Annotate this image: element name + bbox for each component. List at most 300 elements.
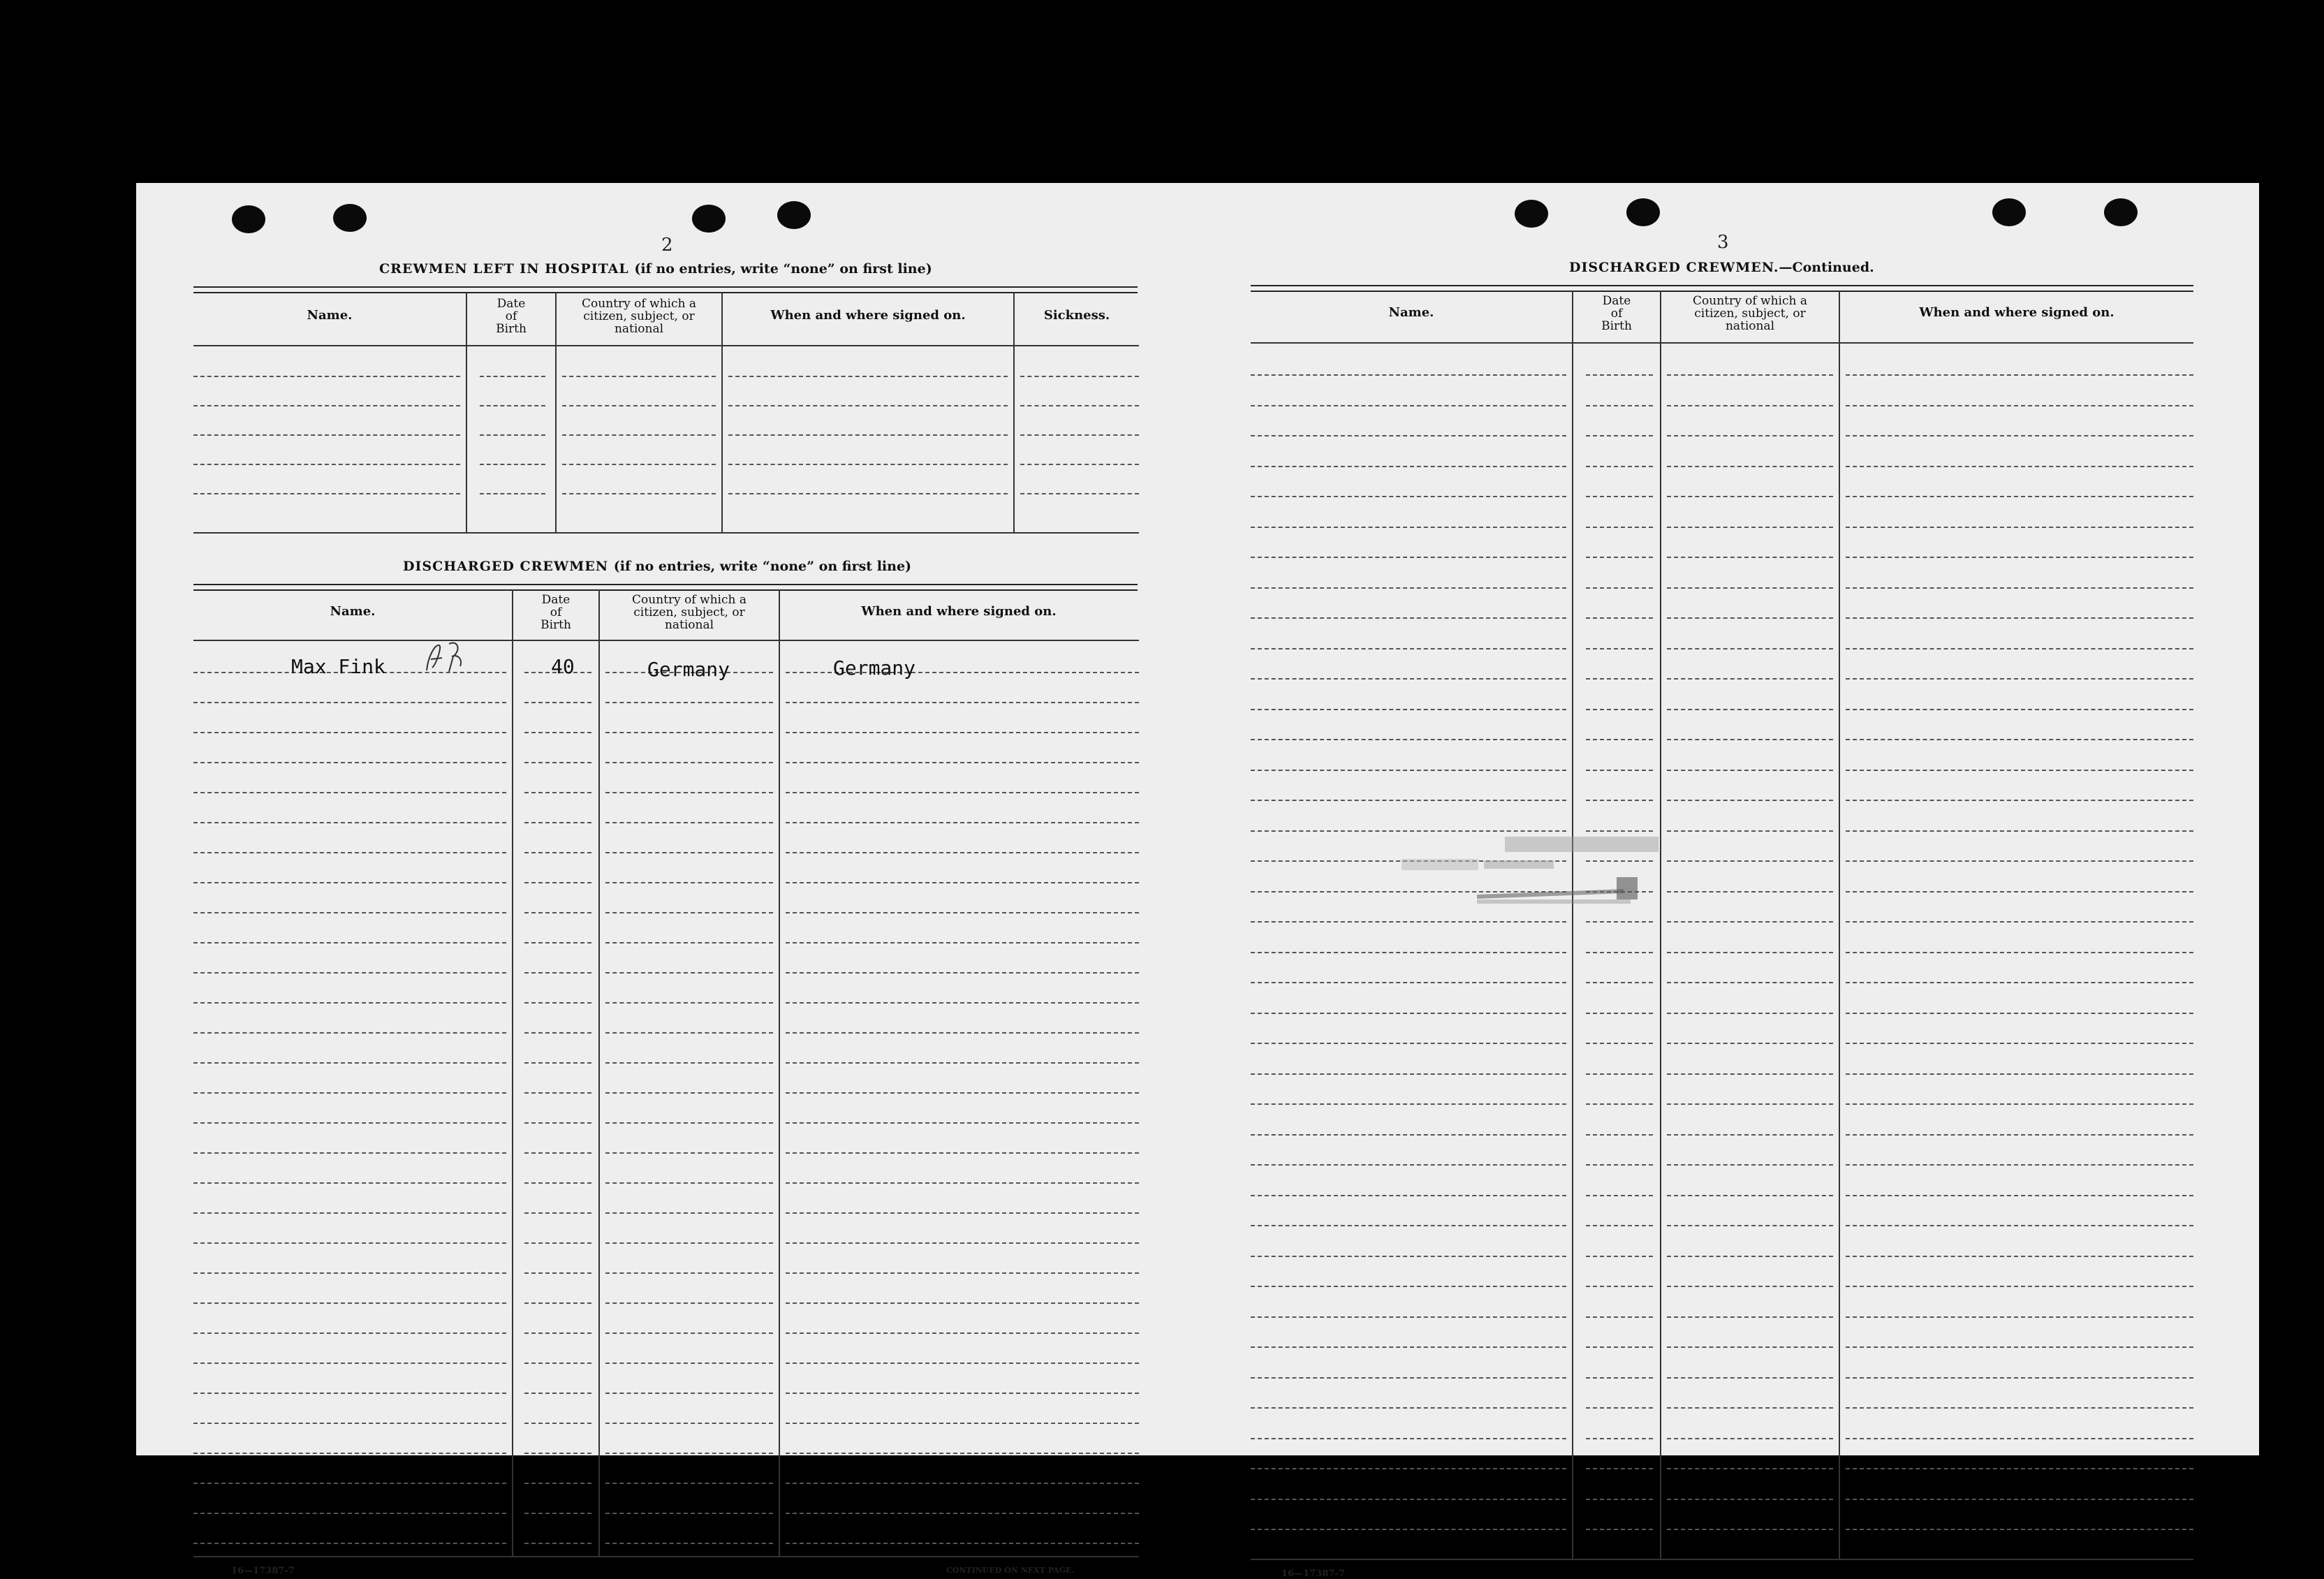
crew-signed-entry: Germany — [833, 656, 916, 680]
ruled-line — [1667, 587, 1833, 589]
punch-hole — [2104, 198, 2138, 226]
ruled-line — [193, 1122, 506, 1124]
ruled-line — [1846, 770, 2193, 771]
ruled-line — [1846, 800, 2193, 801]
ruled-line — [1251, 1346, 1566, 1348]
hospital-col-divider — [466, 292, 467, 532]
ruled-line — [1251, 739, 1566, 740]
ruled-line — [1586, 1468, 1653, 1469]
ruled-line — [1251, 1195, 1566, 1196]
ruled-line — [1846, 891, 2193, 893]
ruled-line — [786, 1122, 1139, 1124]
ruled-line — [1846, 1195, 2193, 1196]
ruled-line — [1846, 374, 2193, 376]
ruled-line — [1586, 557, 1653, 558]
ruled-line — [193, 912, 506, 913]
ruled-line — [1586, 952, 1653, 953]
ruled-line — [524, 852, 591, 853]
ruled-line — [1251, 1499, 1566, 1500]
ruled-line — [524, 822, 591, 823]
ruled-line — [1667, 891, 1833, 893]
ruled-line — [1586, 678, 1653, 680]
right-col-divider — [1572, 291, 1573, 1560]
ruled-line — [193, 1152, 506, 1154]
ruled-line — [524, 1062, 591, 1064]
ruled-line — [1846, 739, 2193, 740]
ruled-line — [1846, 1013, 2193, 1014]
ruled-line — [1667, 557, 1833, 558]
discharged-title-text: DISCHARGED CREWMEN — [403, 559, 609, 574]
crew-country-entry: Germany — [647, 658, 730, 681]
ruled-line — [524, 762, 591, 763]
ruled-line — [1667, 1256, 1833, 1257]
ruled-line — [524, 1032, 591, 1034]
ruled-line — [193, 434, 460, 436]
ruled-line — [1586, 1407, 1653, 1409]
ruled-line — [1586, 982, 1653, 983]
punch-hole — [333, 204, 367, 232]
ruled-line — [605, 1483, 773, 1484]
ruled-line — [1667, 1346, 1833, 1348]
ruled-line — [1846, 1286, 2193, 1287]
ruled-line — [193, 1332, 506, 1334]
ruled-line — [786, 912, 1139, 913]
ruled-line — [605, 1182, 773, 1184]
ruled-line — [1586, 1529, 1653, 1530]
discharged-col-signed: When and where signed on. — [861, 604, 1057, 619]
ruled-line — [786, 1453, 1139, 1454]
ruled-line — [193, 1453, 506, 1454]
ruled-line — [1667, 1316, 1833, 1318]
ruled-line — [1667, 1377, 1833, 1379]
ruled-line — [524, 1182, 591, 1184]
ruled-line — [193, 1002, 506, 1004]
ruled-line — [1846, 921, 2193, 923]
ruled-line — [562, 434, 716, 436]
document-paper — [136, 183, 2259, 1579]
ruled-line — [193, 1212, 506, 1214]
ruled-line — [193, 1363, 506, 1364]
ruled-line — [524, 1002, 591, 1004]
ruled-line — [605, 1332, 773, 1334]
ruled-line — [1667, 1073, 1833, 1075]
ruled-line — [524, 1483, 591, 1484]
ruled-line — [786, 732, 1139, 733]
ruled-line — [1251, 648, 1566, 649]
ruled-line — [193, 762, 506, 763]
ruled-line — [1251, 466, 1566, 467]
ruled-line — [786, 1393, 1139, 1394]
ruled-line — [524, 1393, 591, 1394]
crew-dob-entry: 40 — [551, 655, 575, 678]
ruled-line — [1667, 648, 1833, 649]
ruled-line — [1667, 709, 1833, 710]
ruled-line — [1020, 464, 1139, 465]
right-col-divider — [1660, 291, 1661, 1560]
ruled-line — [1586, 800, 1653, 801]
ruled-line — [786, 702, 1139, 703]
ruled-line — [562, 405, 716, 406]
hospital-top-rule — [193, 286, 1138, 293]
ruled-line — [1846, 952, 2193, 953]
ruled-line — [728, 464, 1008, 465]
ruled-line — [1586, 709, 1653, 710]
discharged-section-title — [403, 559, 911, 574]
ruled-line — [786, 792, 1139, 793]
ruled-line — [1251, 1468, 1566, 1469]
ruled-line — [524, 1152, 591, 1154]
ruled-line — [1667, 374, 1833, 376]
hospital-col-country: Country of which a citizen, subject, or national — [582, 297, 696, 336]
ruled-line — [1251, 982, 1566, 983]
ruled-line — [1251, 800, 1566, 801]
ruled-line — [1667, 466, 1833, 467]
ruled-line — [1667, 739, 1833, 740]
hospital-col-divider — [721, 292, 723, 532]
ruled-line — [605, 1423, 773, 1424]
ruled-line — [728, 493, 1008, 494]
ruled-line — [1251, 1286, 1566, 1287]
ruled-line — [1251, 617, 1566, 619]
ruled-line — [193, 822, 506, 823]
ruled-line — [1846, 1256, 2193, 1257]
hospital-col-dob: Date of Birth — [496, 297, 527, 336]
ruled-line — [786, 852, 1139, 853]
ruled-line — [786, 1483, 1139, 1484]
ruled-line — [1667, 435, 1833, 436]
ruled-line — [524, 1122, 591, 1124]
ruled-line — [786, 1182, 1139, 1184]
ruled-line — [786, 1332, 1139, 1334]
ruled-line — [193, 1513, 506, 1514]
ruled-line — [1586, 1346, 1653, 1348]
ruled-line — [1846, 709, 2193, 710]
ruled-line — [605, 792, 773, 793]
ruled-line — [1667, 1438, 1833, 1439]
ruled-line — [1667, 770, 1833, 771]
ruled-line — [605, 1032, 773, 1034]
ruled-line — [193, 1242, 506, 1244]
ruled-line — [193, 1092, 506, 1094]
ruled-line — [1586, 405, 1653, 406]
hospital-col-sickness: Sickness. — [1043, 308, 1110, 323]
ruled-line — [1846, 1407, 2193, 1409]
ruled-line — [786, 1092, 1139, 1094]
ruled-line — [193, 1423, 506, 1424]
ruled-line — [1586, 1256, 1653, 1257]
ruled-line — [1667, 830, 1833, 832]
ruled-line — [1251, 921, 1566, 923]
ruled-line — [1251, 1377, 1566, 1379]
ruled-line — [524, 1242, 591, 1244]
ruled-line — [1667, 952, 1833, 953]
punch-hole — [1992, 198, 2026, 226]
ruled-line — [1020, 405, 1139, 406]
ruled-line — [193, 852, 506, 853]
ruled-line — [1846, 435, 2193, 436]
ruled-line — [1667, 1134, 1833, 1136]
ruled-line — [605, 762, 773, 763]
right-title-suffix: —Continued. — [1779, 260, 1874, 275]
ruled-line — [1846, 1043, 2193, 1044]
ruled-line — [786, 1543, 1139, 1544]
ruled-line — [1667, 921, 1833, 923]
ruled-line — [605, 1002, 773, 1004]
discharged-bottom-rule — [193, 1556, 1139, 1557]
ruled-line — [1251, 374, 1566, 376]
ruled-line — [1586, 617, 1653, 619]
ruled-line — [1251, 557, 1566, 558]
ruled-line — [605, 1543, 773, 1544]
ruled-line — [1667, 527, 1833, 528]
ruled-line — [193, 1302, 506, 1304]
ruled-line — [786, 1062, 1139, 1064]
ruled-line — [193, 942, 506, 943]
ruled-line — [786, 882, 1139, 883]
ruled-line — [1846, 1073, 2193, 1075]
ruled-line — [1846, 557, 2193, 558]
ruled-line — [480, 493, 545, 494]
ruled-line — [605, 822, 773, 823]
ruled-line — [1586, 1103, 1653, 1105]
ruled-line — [562, 493, 716, 494]
ruled-line — [605, 1212, 773, 1214]
ruled-line — [480, 434, 545, 436]
ruled-line — [1251, 527, 1566, 528]
ruled-line — [786, 1513, 1139, 1514]
left-page-number: 2 — [661, 235, 673, 256]
hospital-section-title — [379, 261, 932, 277]
ruled-line — [1586, 1013, 1653, 1014]
ruled-line — [786, 1363, 1139, 1364]
discharged-title-note: (if no entries, write “none” on first line) — [613, 559, 912, 574]
discharged-col-country: Country of which a citizen, subject, or national — [632, 593, 747, 632]
ruled-line — [1251, 770, 1566, 771]
ruled-line — [524, 912, 591, 913]
ruled-line — [1586, 1225, 1653, 1226]
ruled-line — [1251, 1438, 1566, 1439]
ruled-line — [1020, 376, 1139, 377]
ruled-line — [1586, 374, 1653, 376]
hospital-title-note: (if no entries, write “none” on first line) — [634, 261, 932, 277]
ruled-line — [524, 1363, 591, 1364]
ruled-line — [786, 762, 1139, 763]
ruled-line — [1586, 830, 1653, 832]
ruled-line — [1846, 496, 2193, 497]
ruled-line — [1586, 587, 1653, 589]
ruled-line — [1667, 617, 1833, 619]
ruled-line — [1251, 1316, 1566, 1318]
ruled-line — [1667, 1499, 1833, 1500]
ruled-line — [1846, 1438, 2193, 1439]
right-col-country: Country of which a citizen, subject, or national — [1693, 294, 1807, 333]
left-form-number: 16—17387-7 — [231, 1566, 295, 1576]
punch-hole — [692, 205, 726, 233]
ruled-line — [562, 464, 716, 465]
ruled-line — [480, 464, 545, 465]
ruled-line — [605, 1242, 773, 1244]
ruled-line — [1586, 527, 1653, 528]
ruled-line — [1846, 648, 2193, 649]
ruled-line — [605, 852, 773, 853]
ruled-line — [605, 912, 773, 913]
ruled-line — [605, 732, 773, 733]
ruled-line — [1586, 1195, 1653, 1196]
ruled-line — [1586, 739, 1653, 740]
ruled-line — [786, 1423, 1139, 1424]
ruled-line — [193, 1032, 506, 1034]
ruled-line — [1667, 1225, 1833, 1226]
ruled-line — [1586, 921, 1653, 923]
ruled-line — [524, 732, 591, 733]
ruled-line — [1020, 493, 1139, 494]
ruled-line — [193, 464, 460, 465]
ruled-line — [524, 1332, 591, 1334]
ruled-line — [1251, 496, 1566, 497]
ruled-line — [1846, 1103, 2193, 1105]
ruled-line — [193, 882, 506, 883]
ruled-line — [1667, 405, 1833, 406]
right-page-number: 3 — [1717, 232, 1729, 253]
right-top-rule — [1251, 285, 2193, 292]
ruled-line — [1846, 1468, 2193, 1469]
ruled-line — [786, 1032, 1139, 1034]
ruled-line — [1251, 952, 1566, 953]
ruled-line — [1846, 527, 2193, 528]
ruled-line — [193, 1393, 506, 1394]
ruled-line — [786, 1302, 1139, 1304]
discharged-top-rule — [193, 584, 1138, 591]
ruled-line — [605, 1453, 773, 1454]
ruled-line — [1846, 982, 2193, 983]
ruled-line — [524, 972, 591, 974]
ruled-line — [1251, 1013, 1566, 1014]
ruled-line — [1667, 1468, 1833, 1469]
ruled-line — [1586, 1438, 1653, 1439]
discharged-col-divider — [598, 589, 600, 1557]
ruled-line — [1586, 1286, 1653, 1287]
faint-stamp-mark — [1393, 832, 1686, 909]
ruled-line — [605, 702, 773, 703]
ruled-line — [605, 1122, 773, 1124]
ruled-line — [480, 405, 545, 406]
ruled-line — [786, 942, 1139, 943]
ruled-line — [1586, 1499, 1653, 1500]
ruled-line — [1667, 496, 1833, 497]
ruled-line — [1667, 1043, 1833, 1044]
ruled-line — [605, 1393, 773, 1394]
ruled-line — [1846, 1346, 2193, 1348]
punch-hole — [1626, 198, 1660, 226]
ruled-line — [786, 1152, 1139, 1154]
ruled-line — [1586, 648, 1653, 649]
continued-note: CONTINUED ON NEXT PAGE. — [946, 1566, 1075, 1575]
ruled-line — [193, 792, 506, 793]
ruled-line — [524, 1212, 591, 1214]
ruled-line — [1586, 466, 1653, 467]
discharged-col-dob: Date of Birth — [540, 593, 571, 632]
ruled-line — [1251, 1134, 1566, 1136]
ruled-line — [1251, 1043, 1566, 1044]
ruled-line — [1846, 1377, 2193, 1379]
ruled-line — [1020, 434, 1139, 436]
ruled-line — [480, 376, 545, 377]
ruled-line — [728, 376, 1008, 377]
ruled-line — [524, 1543, 591, 1544]
ruled-line — [1667, 1529, 1833, 1530]
ruled-line — [1251, 1164, 1566, 1166]
ruled-line — [605, 882, 773, 883]
right-col-signed: When and where signed on. — [1919, 305, 2115, 320]
ruled-line — [1586, 1073, 1653, 1075]
ruled-line — [524, 702, 591, 703]
hospital-title-text: CREWMEN LEFT IN HOSPITAL — [379, 261, 629, 277]
handwritten-initials-mark — [421, 636, 477, 677]
ruled-line — [1846, 1134, 2193, 1136]
ruled-line — [193, 493, 460, 494]
ruled-line — [193, 405, 460, 406]
hospital-col-signed: When and where signed on. — [770, 308, 966, 323]
ruled-line — [193, 732, 506, 733]
ruled-line — [728, 405, 1008, 406]
ruled-line — [1667, 1286, 1833, 1287]
ruled-line — [1846, 466, 2193, 467]
discharged-header-rule — [193, 640, 1139, 641]
ruled-line — [524, 942, 591, 943]
ruled-line — [1667, 1164, 1833, 1166]
ruled-line — [1846, 1164, 2193, 1166]
ruled-line — [605, 1062, 773, 1064]
ruled-line — [1251, 1256, 1566, 1257]
ruled-line — [1251, 678, 1566, 680]
ruled-line — [1251, 830, 1566, 832]
punch-hole — [777, 201, 811, 229]
ruled-line — [1846, 678, 2193, 680]
ruled-line — [193, 1182, 506, 1184]
ruled-line — [786, 1212, 1139, 1214]
ruled-line — [1846, 1316, 2193, 1318]
discharged-col-divider — [512, 589, 513, 1557]
ruled-line — [1586, 1377, 1653, 1379]
ruled-line — [1251, 1103, 1566, 1105]
ruled-line — [1586, 1043, 1653, 1044]
hospital-col-divider — [555, 292, 557, 532]
ruled-line — [786, 1242, 1139, 1244]
right-bottom-rule — [1251, 1559, 2193, 1560]
ruled-line — [524, 882, 591, 883]
ruled-line — [1846, 587, 2193, 589]
ruled-line — [1251, 405, 1566, 406]
ruled-line — [524, 1513, 591, 1514]
ruled-line — [1251, 587, 1566, 589]
ruled-line — [524, 792, 591, 793]
ruled-line — [1667, 1195, 1833, 1196]
ruled-line — [1667, 678, 1833, 680]
hospital-col-name: Name. — [307, 308, 353, 323]
ruled-line — [605, 1272, 773, 1274]
ruled-line — [1586, 1134, 1653, 1136]
ruled-line — [1667, 860, 1833, 862]
discharged-col-name: Name. — [330, 604, 376, 619]
ruled-line — [1846, 617, 2193, 619]
ruled-line — [193, 1272, 506, 1274]
ruled-line — [562, 376, 716, 377]
ruled-line — [524, 1423, 591, 1424]
crew-name-entry: Max Fink — [291, 655, 385, 678]
discharged-col-divider — [779, 589, 780, 1557]
punch-hole — [1515, 200, 1548, 228]
ruled-line — [1846, 1225, 2193, 1226]
